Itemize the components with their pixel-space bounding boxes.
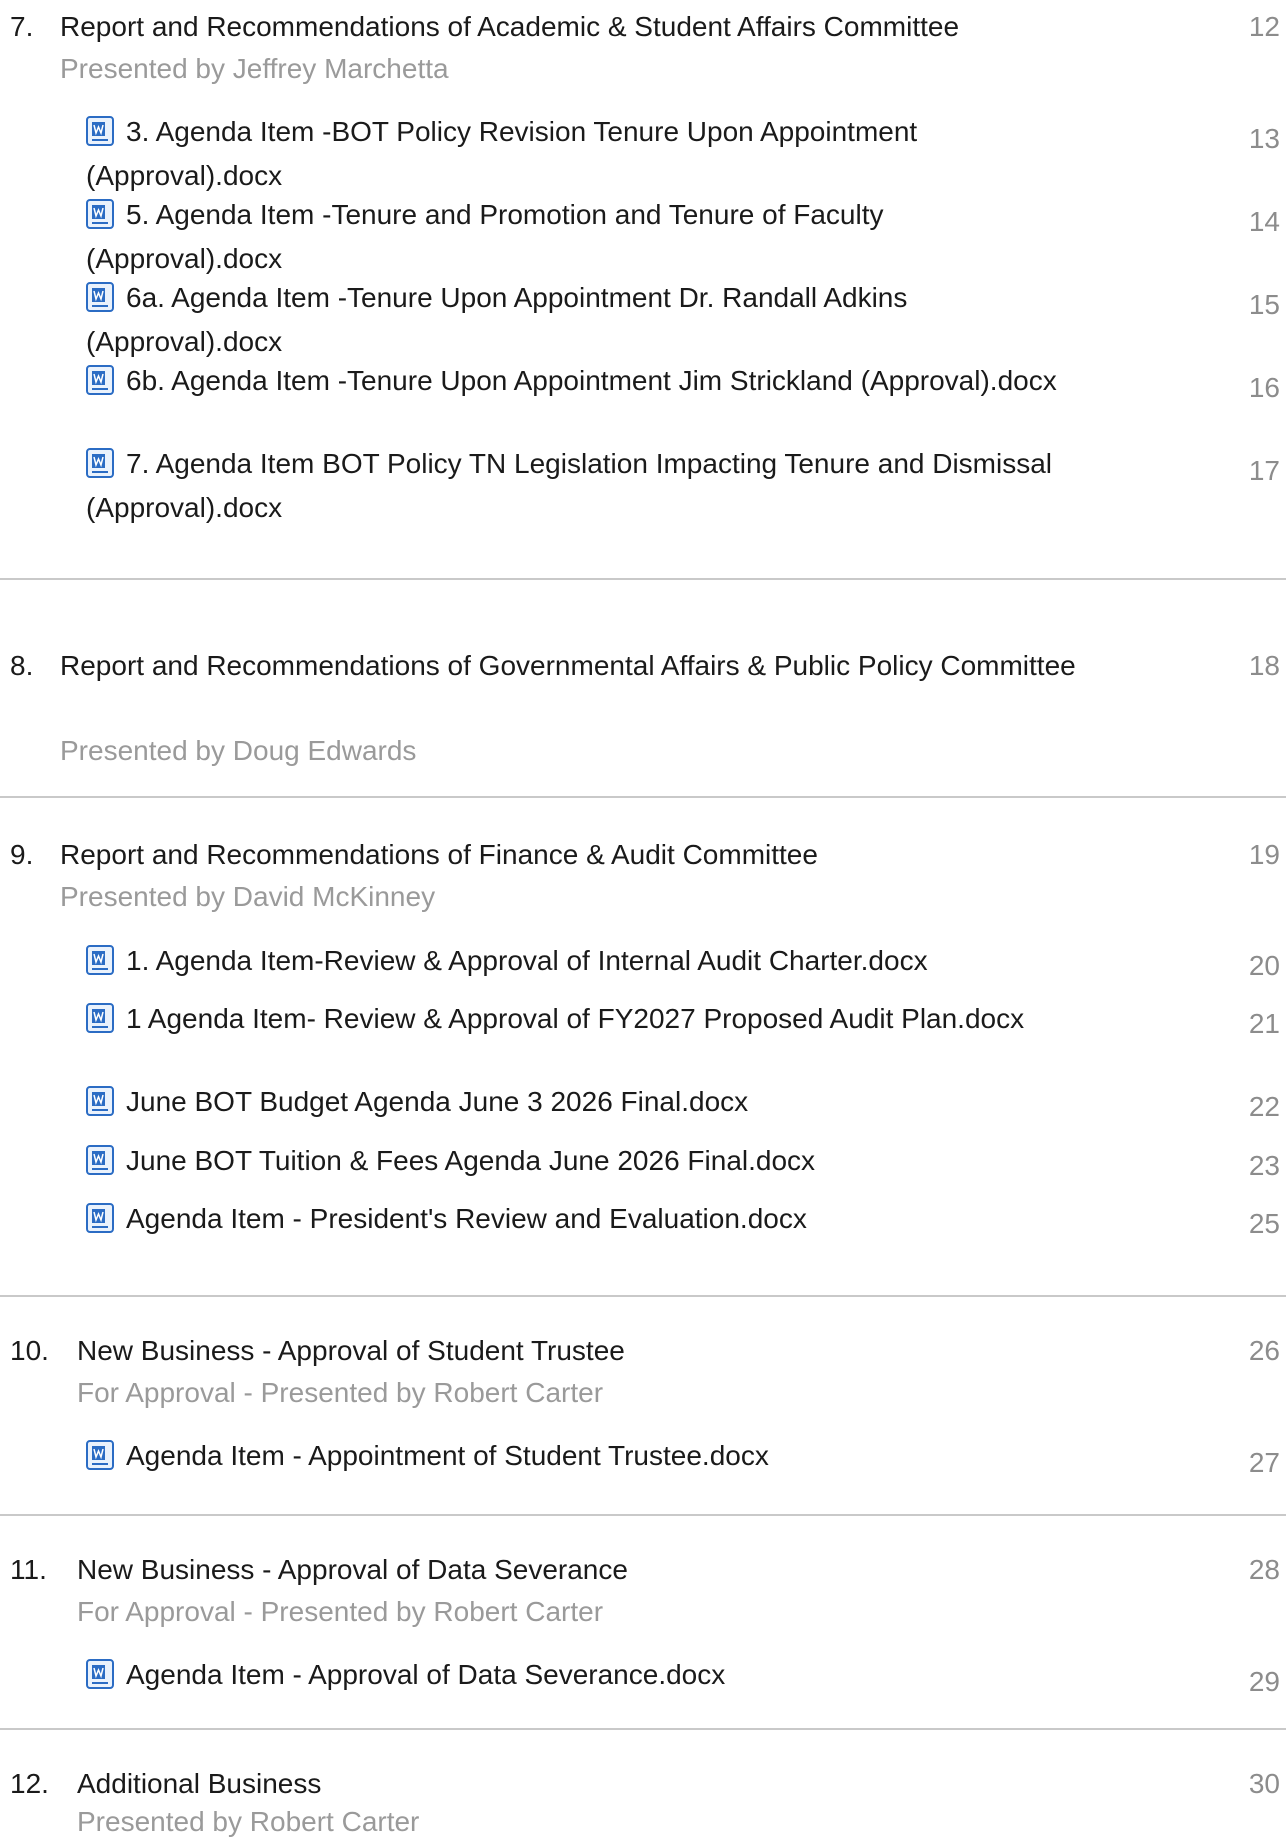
document-page-number: 22: [1248, 1091, 1280, 1122]
section-8-title: Report and Recommendations of Governmental Affairs & Public Policy Committee: [60, 650, 1076, 681]
word-doc-icon: [86, 282, 114, 312]
section-divider: [0, 1295, 1286, 1297]
document-page-number: 25: [1248, 1208, 1280, 1239]
document-link[interactable]: [86, 1434, 1086, 1478]
word-doc-icon: [86, 945, 114, 975]
word-doc-icon: [86, 1145, 114, 1175]
document-link[interactable]: [86, 1197, 1086, 1241]
document-link[interactable]: [86, 997, 1086, 1041]
document-name: Agenda Item - Approval of Data Severance.docx: [126, 1659, 726, 1690]
section-9-title: Report and Recommendations of Finance & Audit Committee: [60, 839, 818, 870]
section-divider: [0, 1514, 1286, 1516]
word-doc-icon: [86, 1440, 114, 1470]
section-11-number: 11.: [10, 1554, 47, 1585]
document-link[interactable]: [86, 442, 1086, 530]
document-page-number: 20: [1248, 950, 1280, 981]
word-doc-icon: [86, 1086, 114, 1116]
section-12-title: Additional Business: [77, 1768, 322, 1799]
document-name: Agenda Item - Appointment of Student Trustee.docx: [126, 1440, 769, 1471]
section-10-page-number: 26: [1248, 1335, 1280, 1366]
document-page-number: 27: [1248, 1447, 1280, 1478]
document-page-number: 23: [1248, 1150, 1280, 1181]
section-11-presenter: For Approval - Presented by Robert Carter: [77, 1596, 604, 1627]
document-link[interactable]: [86, 359, 1086, 403]
document-name: 5. Agenda Item -Tenure and Promotion and Tenure of Faculty (Approval).docx: [86, 199, 884, 274]
word-doc-icon: [86, 365, 114, 395]
section-11-title: New Business - Approval of Data Severance: [77, 1554, 628, 1585]
section-7-title: Report and Recommendations of Academic & Student Affairs Committee: [60, 11, 960, 42]
section-12-page-number: 30: [1248, 1768, 1280, 1799]
section-12-presenter: Presented by Robert Carter: [77, 1806, 420, 1837]
document-name: June BOT Tuition & Fees Agenda June 2026 Final.docx: [126, 1145, 816, 1176]
section-8-presenter: Presented by Doug Edwards: [60, 735, 417, 766]
document-link[interactable]: [86, 1080, 1086, 1124]
document-name: 1. Agenda Item-Review & Approval of Internal Audit Charter.docx: [126, 945, 928, 976]
document-link[interactable]: [86, 193, 1086, 281]
section-7-page-number: 12: [1248, 11, 1280, 42]
section-10-number: 10.: [10, 1335, 49, 1366]
word-doc-icon: [86, 1203, 114, 1233]
word-doc-icon: [86, 448, 114, 478]
document-link[interactable]: [86, 939, 1086, 983]
word-doc-icon: [86, 1659, 114, 1689]
section-8-page-number: 18: [1248, 650, 1280, 681]
document-name: 7. Agenda Item BOT Policy TN Legislation Impacting Tenure and Dismissal (Approval).docx: [86, 448, 1053, 523]
document-page-number: 13: [1248, 123, 1280, 154]
document-name: 1 Agenda Item- Review & Approval of FY2027 Proposed Audit Plan.docx: [126, 1003, 1025, 1034]
document-page-number: 21: [1248, 1008, 1280, 1039]
word-doc-icon: [86, 199, 114, 229]
document-page-number: 17: [1248, 455, 1280, 486]
document-page-number: 29: [1248, 1666, 1280, 1697]
section-9-presenter: Presented by David McKinney: [60, 881, 436, 912]
section-divider: [0, 578, 1286, 580]
document-name: June BOT Budget Agenda June 3 2026 Final.docx: [126, 1086, 749, 1117]
document-page-number: 15: [1248, 289, 1280, 320]
section-divider: [0, 1728, 1286, 1730]
section-7-number: 7.: [10, 11, 34, 42]
document-link[interactable]: [86, 1139, 1086, 1183]
word-doc-icon: [86, 1003, 114, 1033]
document-name: 3. Agenda Item -BOT Policy Revision Tenure Upon Appointment (Approval).docx: [86, 116, 918, 191]
document-link[interactable]: [86, 276, 1086, 364]
word-doc-icon: [86, 116, 114, 146]
section-11-page-number: 28: [1248, 1554, 1280, 1585]
section-10-title: New Business - Approval of Student Trustee: [77, 1335, 625, 1366]
document-link[interactable]: [86, 110, 1086, 198]
document-page-number: 14: [1248, 206, 1280, 237]
document-name: 6b. Agenda Item -Tenure Upon Appointment Jim Strickland (Approval).docx: [126, 365, 1057, 396]
document-link[interactable]: [86, 1653, 1086, 1697]
section-10-presenter: For Approval - Presented by Robert Carter: [77, 1377, 604, 1408]
section-divider: [0, 796, 1286, 798]
document-name: 6a. Agenda Item -Tenure Upon Appointment Dr. Randall Adkins (Approval).docx: [86, 282, 908, 357]
section-12-number: 12.: [10, 1768, 49, 1799]
section-8-number: 8.: [10, 650, 34, 681]
section-9-page-number: 19: [1248, 839, 1280, 870]
section-7-presenter: Presented by Jeffrey Marchetta: [60, 53, 449, 84]
document-page-number: 16: [1248, 372, 1280, 403]
section-9-number: 9.: [10, 839, 34, 870]
document-name: Agenda Item - President's Review and Evaluation.docx: [126, 1203, 807, 1234]
